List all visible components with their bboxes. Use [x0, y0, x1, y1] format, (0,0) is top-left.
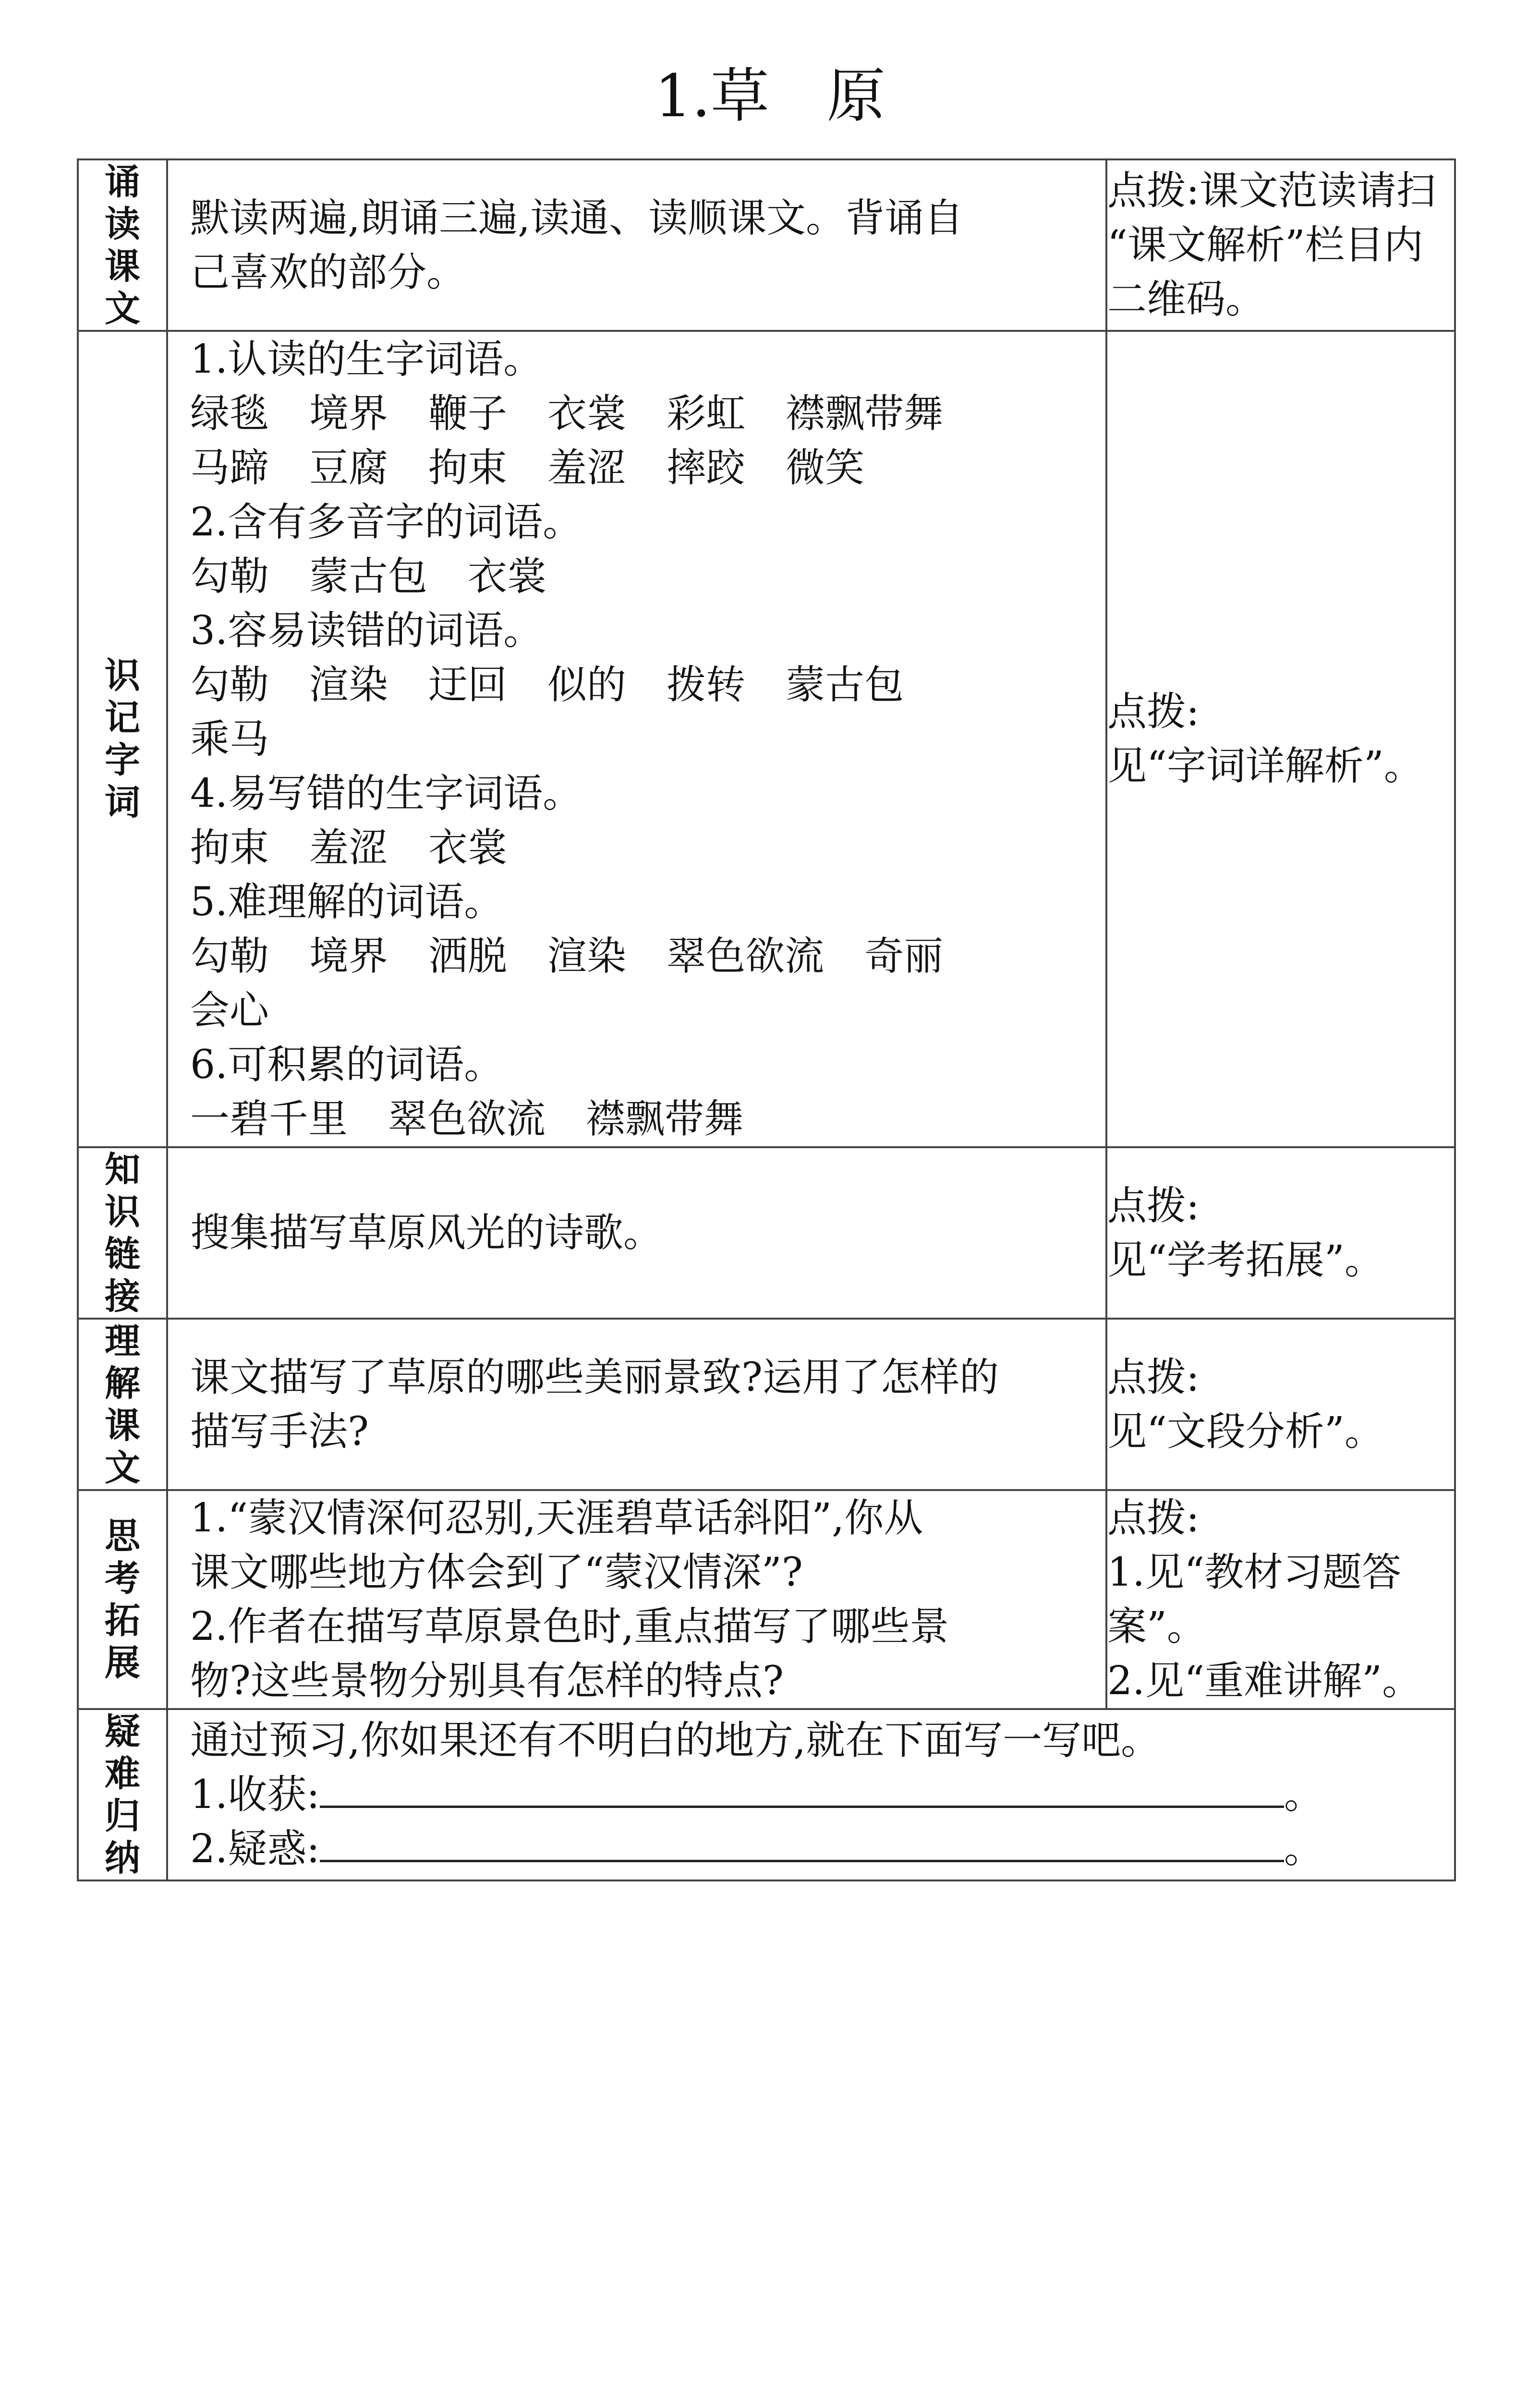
words-heading-2: 2.含有多音字的词语。 — [190, 499, 582, 545]
title-char-1: 草 — [710, 62, 769, 130]
words-heading-5: 5.难理解的词语。 — [190, 879, 504, 925]
gain-label: 1.收获: — [190, 1772, 320, 1818]
recite-content: 默读两遍,朗诵三遍,读通、读顺课文。背诵自 己喜欢的部分。 — [167, 159, 1106, 331]
words-heading-1: 1.认读的生字词语。 — [190, 336, 543, 382]
title-char-2: 原 — [826, 62, 885, 130]
doubt-intro: 通过预习,你如果还有不明白的地方,就在下面写一写吧。 — [190, 1718, 1161, 1763]
link-content: 搜集描写草原风光的诗歌。 — [167, 1147, 1106, 1319]
understand-content: 课文描写了草原的哪些美丽景致?运用了怎样的 描写手法? — [167, 1319, 1106, 1490]
doubt-line: 2.疑惑: 。 — [190, 1822, 1444, 1876]
understand-note: 点拨: 见“文段分析”。 — [1106, 1319, 1455, 1490]
words-list-4: 拘束 羞涩 衣裳 — [190, 825, 508, 871]
think-note: 点拨: 1.见“教材习题答 案”。 2.见“重难讲解”。 — [1106, 1490, 1455, 1709]
words-list-5a: 勾勒 境界 洒脱 渲染 翠色欲流 奇丽 — [190, 933, 944, 979]
words-heading-4: 4.易写错的生字词语。 — [190, 770, 582, 816]
row-label-understand: 理解课文 — [78, 1319, 167, 1490]
recite-note: 点拨:课文范读请扫 “课文解析”栏目内 二维码。 — [1106, 159, 1455, 331]
row-label-link: 知识链接 — [78, 1147, 167, 1319]
doubt-answer-blank[interactable] — [320, 1822, 1284, 1862]
words-list-3a: 勾勒 渲染 迂回 似的 拨转 蒙古包 — [190, 662, 904, 708]
row-understand — [78, 1319, 1455, 1490]
title-number: 1. — [655, 62, 711, 130]
preview-table — [77, 158, 1456, 1881]
row-label-recite: 诵读课文 — [78, 159, 167, 331]
words-note: 点拨: 见“字词详解析”。 — [1106, 331, 1455, 1147]
gain-answer-blank[interactable] — [320, 1768, 1284, 1808]
row-label-doubt: 疑难归纳 — [78, 1709, 167, 1880]
row-label-think: 思考拓展 — [78, 1490, 167, 1709]
doubt-content — [167, 1709, 1455, 1880]
row-label-words: 识记字词 — [78, 331, 167, 1147]
row-link — [78, 1147, 1455, 1319]
row-recite — [78, 159, 1455, 331]
words-heading-3: 3.容易读错的词语。 — [190, 607, 543, 654]
words-list-1a: 绿毯 境界 鞭子 衣裳 彩虹 襟飘带舞 — [190, 390, 944, 437]
link-note: 点拨: 见“学考拓展”。 — [1106, 1147, 1455, 1319]
row-words — [78, 331, 1455, 1147]
words-list-6: 一碧千里 翠色欲流 襟飘带舞 — [190, 1096, 744, 1142]
gain-line: 1.收获: 。 — [190, 1768, 1444, 1822]
doubt-label: 2.疑惑: — [190, 1826, 320, 1872]
page-title — [0, 58, 1540, 134]
words-list-1b: 马蹄 豆腐 拘束 羞涩 摔跤 微笑 — [190, 445, 865, 491]
words-content — [167, 331, 1106, 1147]
words-list-2: 勾勒 蒙古包 衣裳 — [190, 553, 547, 599]
words-list-5b: 会心 — [190, 987, 269, 1033]
think-content: 1.“蒙汉情深何忍别,天涯碧草话斜阳”,你从 课文哪些地方体会到了“蒙汉情深”? 2.作者在描写草原景色时,重点描写了哪些景 物?这些景物分别具有怎样的特点? — [167, 1490, 1106, 1709]
words-heading-6: 6.可积累的词语。 — [190, 1042, 504, 1088]
row-doubt — [78, 1709, 1455, 1880]
words-list-3b: 乘马 — [190, 716, 269, 762]
row-think — [78, 1490, 1455, 1709]
